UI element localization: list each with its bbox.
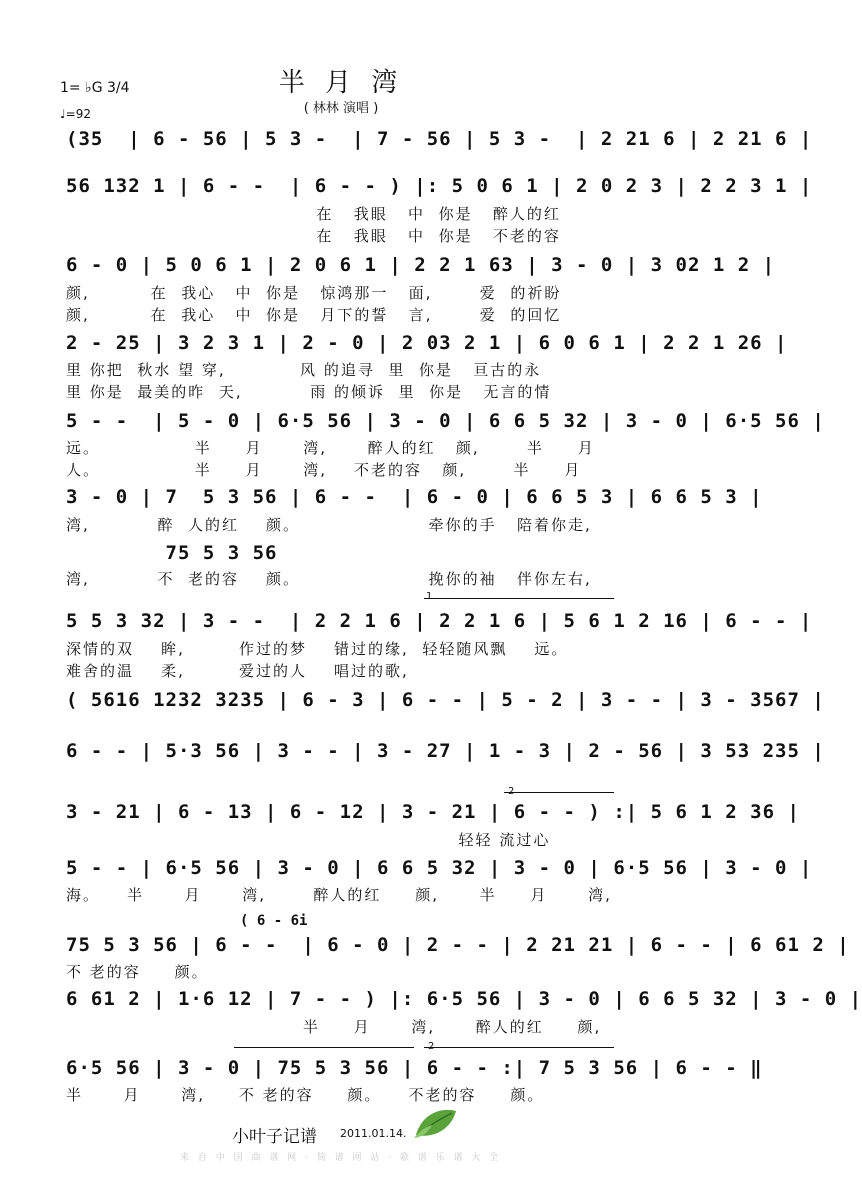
key-signature: 1= ♭G 3/4 xyxy=(60,80,130,96)
volta-1-label: 1 xyxy=(426,591,433,602)
music-row-1: (35 | 6 - 56 | 5 3 - | 7 - 56 | 5 3 - | 2 21 6 | 2 21 6 | xyxy=(66,128,813,150)
music-row-11: 5 - - | 6·5 56 | 3 - 0 | 6 6 5 32 | 3 - 0 | 6·5 56 | 3 - 0 | xyxy=(66,857,813,879)
music-row-5: 5 - - | 5 - 0 | 6·5 56 | 3 - 0 | 6 6 5 32 | 3 - 0 | 6·5 56 | xyxy=(66,410,825,432)
lyric-row-14: 海。 半 月 湾, 醉人的红 颜, 半 月 湾, xyxy=(66,886,612,904)
lyric-row-17: 半 月 湾, 不 老的容 颜。 不老的容 颜。 xyxy=(66,1086,545,1104)
volta-2-label: 2 xyxy=(508,786,515,797)
volta-1-bracket xyxy=(424,598,614,599)
music-row-8: ( 5616 1232 3235 | 6 - 3 | 6 - - | 5 - 2 | 3 - - | 3 - 3567 | xyxy=(66,689,825,711)
singer-credit: ( 林林 演唱 ) xyxy=(303,101,379,116)
music-row-14: 6·5 56 | 3 - 0 | 75 5 3 56 | 6 - - :| 7 5 3 56 | 6 - - ‖ xyxy=(66,1057,763,1079)
lyric-row-11: 深情的双 眸, 作过的梦 错过的缘, 轻轻随风飘 远。 xyxy=(66,640,569,658)
music-row-2: 56 132 1 | 6 - - | 6 - - ) |: 5 0 6 1 | 2 0 2 3 | 2 2 3 1 | xyxy=(66,175,813,197)
lyric-row-5: 里 你把 秋水 望 穿, 风 的追寻 里 你是 亘古的永 xyxy=(66,361,542,379)
lyric-row-3: 颜, 在 我心 中 你是 惊鸿那一 面, 爱 的祈盼 xyxy=(66,284,562,302)
lyric-row-8: 人。 半 月 湾, 不老的容 颜, 半 月 xyxy=(66,461,582,479)
alternate-phrase: ( 6 - 6i xyxy=(240,913,308,929)
music-row-6-alt: 75 5 3 56 xyxy=(66,542,278,564)
music-row-10: 3 - 21 | 6 - 13 | 6 - 12 | 3 - 21 | 6 - - ) :| 5 6 1 2 36 | xyxy=(66,801,800,823)
volta-2b-bracket xyxy=(424,1047,614,1048)
music-row-6: 3 - 0 | 7 5 3 56 | 6 - - | 6 - 0 | 6 6 5 3 | 6 6 5 3 | xyxy=(66,486,763,508)
lyric-row-10: 湾, 不 老的容 颜。 挽你的袖 伴你左右, xyxy=(66,570,592,588)
music-row-13: 6 61 2 | 1·6 12 | 7 - - ) |: 6·5 56 | 3 - 0 | 6 6 5 32 | 3 - 0 | xyxy=(66,988,862,1010)
song-title: 半 月 湾 xyxy=(278,68,404,98)
music-row-12: 75 5 3 56 | 6 - - | 6 - 0 | 2 - - | 2 21 21 | 6 - - | 6 61 2 | xyxy=(66,934,850,956)
transcriber-credit: 小叶子记谱 xyxy=(232,1127,317,1147)
lyric-row-9: 湾, 醉 人的红 颜。 牵你的手 陪着你走, xyxy=(66,516,592,534)
music-row-7: 5 5 3 32 | 3 - - | 2 2 1 6 | 2 2 1 6 | 5 6 1 2 16 | 6 - - | xyxy=(66,610,813,632)
lyric-row-7: 远。 半 月 湾, 醉人的红 颜, 半 月 xyxy=(66,439,595,457)
leaf-logo-icon xyxy=(412,1105,460,1141)
lyric-row-12: 难舍的温 柔, 爱过的人 唱过的歌, xyxy=(66,662,409,680)
tempo-marking: ♩=92 xyxy=(60,107,91,121)
lyric-row-6: 里 你是 最美的昨 天, 雨 的倾诉 里 你是 无言的情 xyxy=(66,383,552,401)
lyric-row-13: 轻轻 流过心 xyxy=(66,831,551,849)
lyric-row-4: 颜, 在 我心 中 你是 月下的誓 言, 爱 的回忆 xyxy=(66,306,562,324)
volta-2b-label: 2 xyxy=(428,1041,435,1052)
music-row-9: 6 - - | 5·3 56 | 3 - - | 3 - 27 | 1 - 3 | 2 - 56 | 3 53 235 | xyxy=(66,740,825,762)
lyric-row-15: 不 老的容 颜。 xyxy=(66,963,209,981)
volta-1b-bracket xyxy=(234,1047,414,1048)
footer-watermark: 来 自 中 国 曲 谱 网 · 简 谱 网 站 · 歌 谱 乐 谱 大 全 xyxy=(180,1153,502,1163)
volta-2-bracket xyxy=(504,792,614,793)
music-row-3: 6 - 0 | 5 0 6 1 | 2 0 6 1 | 2 2 1 63 | 3 - 0 | 3 02 1 2 | xyxy=(66,254,776,276)
lyric-row-2: 在 我眼 中 你是 不老的容 xyxy=(66,227,561,245)
transcription-date: 2011.01.14. xyxy=(340,1127,407,1140)
lyric-row-1: 在 我眼 中 你是 醉人的红 xyxy=(66,205,561,223)
music-row-4: 2 - 25 | 3 2 3 1 | 2 - 0 | 2 03 2 1 | 6 0 6 1 | 2 2 1 26 | xyxy=(66,332,788,354)
lyric-row-16: 半 月 湾, 醉人的红 颜, xyxy=(66,1018,602,1036)
